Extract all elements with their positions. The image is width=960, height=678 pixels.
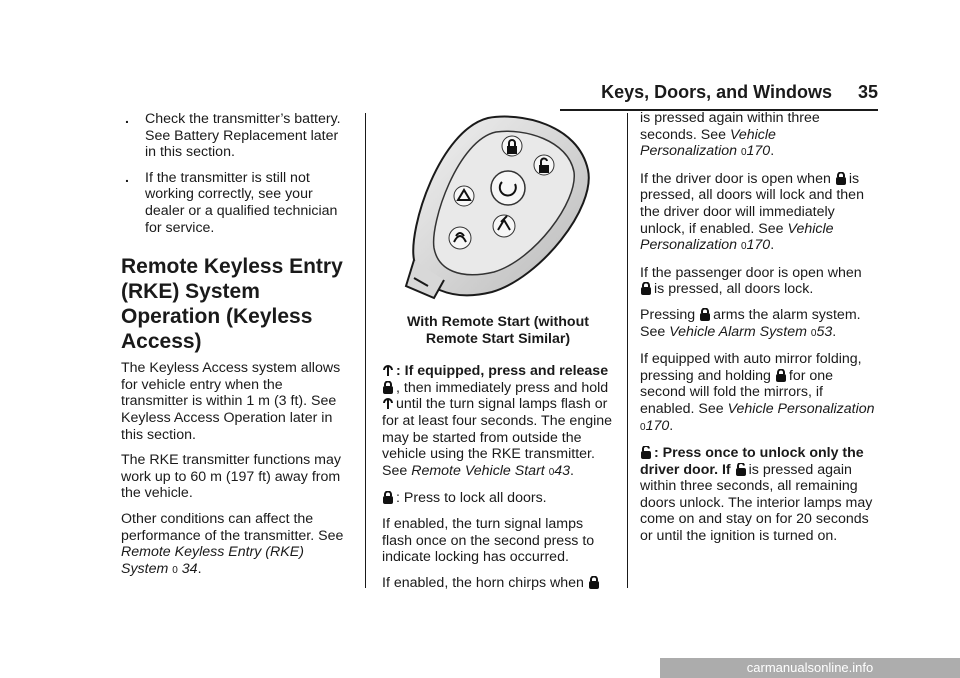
section-heading: Remote Keyless Entry (RKE) System Operation (Keyless Access)	[121, 255, 343, 354]
lock-icon	[775, 369, 787, 382]
cross-reference-link[interactable]: Vehicle Personalization	[640, 220, 834, 254]
paragraph: The Keyless Access system allows for vehicle entry when the transmitter is within 1 m (3 ft). See Keyless Access Operation later in this section.	[121, 360, 341, 443]
column-left	[121, 111, 351, 588]
paragraph: Other conditions can affect the performance of the transmitter. See Remote Keyless Entry (RKE) System 0 34.	[121, 510, 344, 577]
paragraph: If enabled, the turn signal lamps flash once on the second press to indicate locking has occurred.	[382, 515, 595, 566]
paragraph: The RKE transmitter functions may work up to 60 m (197 ft) away from the vehicle.	[121, 452, 341, 502]
remote-start-icon	[382, 397, 394, 410]
paragraph: If the passenger door is open when is pressed, all doors lock.	[640, 264, 862, 298]
remote-start-button	[449, 227, 471, 249]
unlock-icon	[735, 463, 747, 476]
cross-reference-link[interactable]: Vehicle Personalization	[727, 400, 875, 417]
column-divider-2	[627, 113, 628, 588]
cross-reference-link[interactable]: Remote Vehicle Start	[411, 462, 545, 479]
unlock-icon	[640, 446, 652, 459]
remote-start-icon	[382, 364, 394, 377]
page-number: 35	[857, 82, 878, 102]
list-item: . If the transmitter is still not working correctly, see your dealer or a qualified technician for service.	[125, 169, 338, 236]
cross-reference-link[interactable]: Vehicle Alarm System	[669, 323, 807, 340]
header-title: Keys, Doors, and Windows	[601, 82, 832, 102]
liftgate-button	[493, 215, 515, 237]
cross-reference-link[interactable]: Remote Keyless Entry (RKE) System	[121, 544, 304, 577]
paragraph: If enabled, the horn chirps when	[382, 575, 614, 592]
lock-icon	[699, 308, 711, 321]
paragraph: If the driver door is open when is pressed, all doors will lock and then the driver door will immediately unlock, if enabled. See Vehicle Personalization 0170.	[640, 170, 864, 254]
lock-button	[502, 136, 522, 156]
panic-button	[454, 186, 474, 206]
lock-icon	[640, 282, 652, 295]
watermark: carmanualsonline.info	[660, 658, 960, 678]
list-item: . Check the transmitter’s battery. See Battery Replacement later in this section.	[125, 111, 341, 161]
paragraph: : If equipped, press and release , then immediately press and hold until the turn signal lamps flash or for at least four seconds. The engine may be started from outside the vehicle using the RKE transmitter. See Remote Vehicle Start 043.	[382, 363, 613, 479]
page-header	[560, 82, 878, 111]
column-divider-1	[365, 113, 366, 588]
key-fob-illustration	[400, 110, 596, 300]
paragraph: Pressing arms the alarm system. See Vehicle Alarm System 053.	[640, 306, 861, 340]
paragraph: If equipped with auto mirror folding, pressing and holding for one second will fold the mirrors, if enabled. See Vehicle Personalization 0170.	[640, 351, 875, 434]
paragraph: : Press once to unlock only the driver door. If is pressed again within three seconds, all remaining doors unlock. The interior lamps may come on and stay on for 20 seconds or until the ignition is turned on.	[640, 445, 873, 545]
cross-reference-link[interactable]: Vehicle Personalization	[640, 126, 776, 160]
paragraph: is pressed again within three seconds. See Vehicle Personalization 0170.	[640, 110, 820, 160]
lock-icon	[382, 381, 394, 394]
lock-icon	[588, 576, 600, 589]
column-right	[640, 110, 876, 554]
paragraph: : Press to lock all doors.	[382, 490, 614, 507]
column-middle	[382, 110, 614, 600]
lock-icon	[835, 172, 847, 185]
figure-caption: With Remote Start (without Remote Start Similar)	[407, 314, 589, 347]
unlock-button	[534, 155, 554, 175]
lock-icon	[382, 491, 394, 504]
